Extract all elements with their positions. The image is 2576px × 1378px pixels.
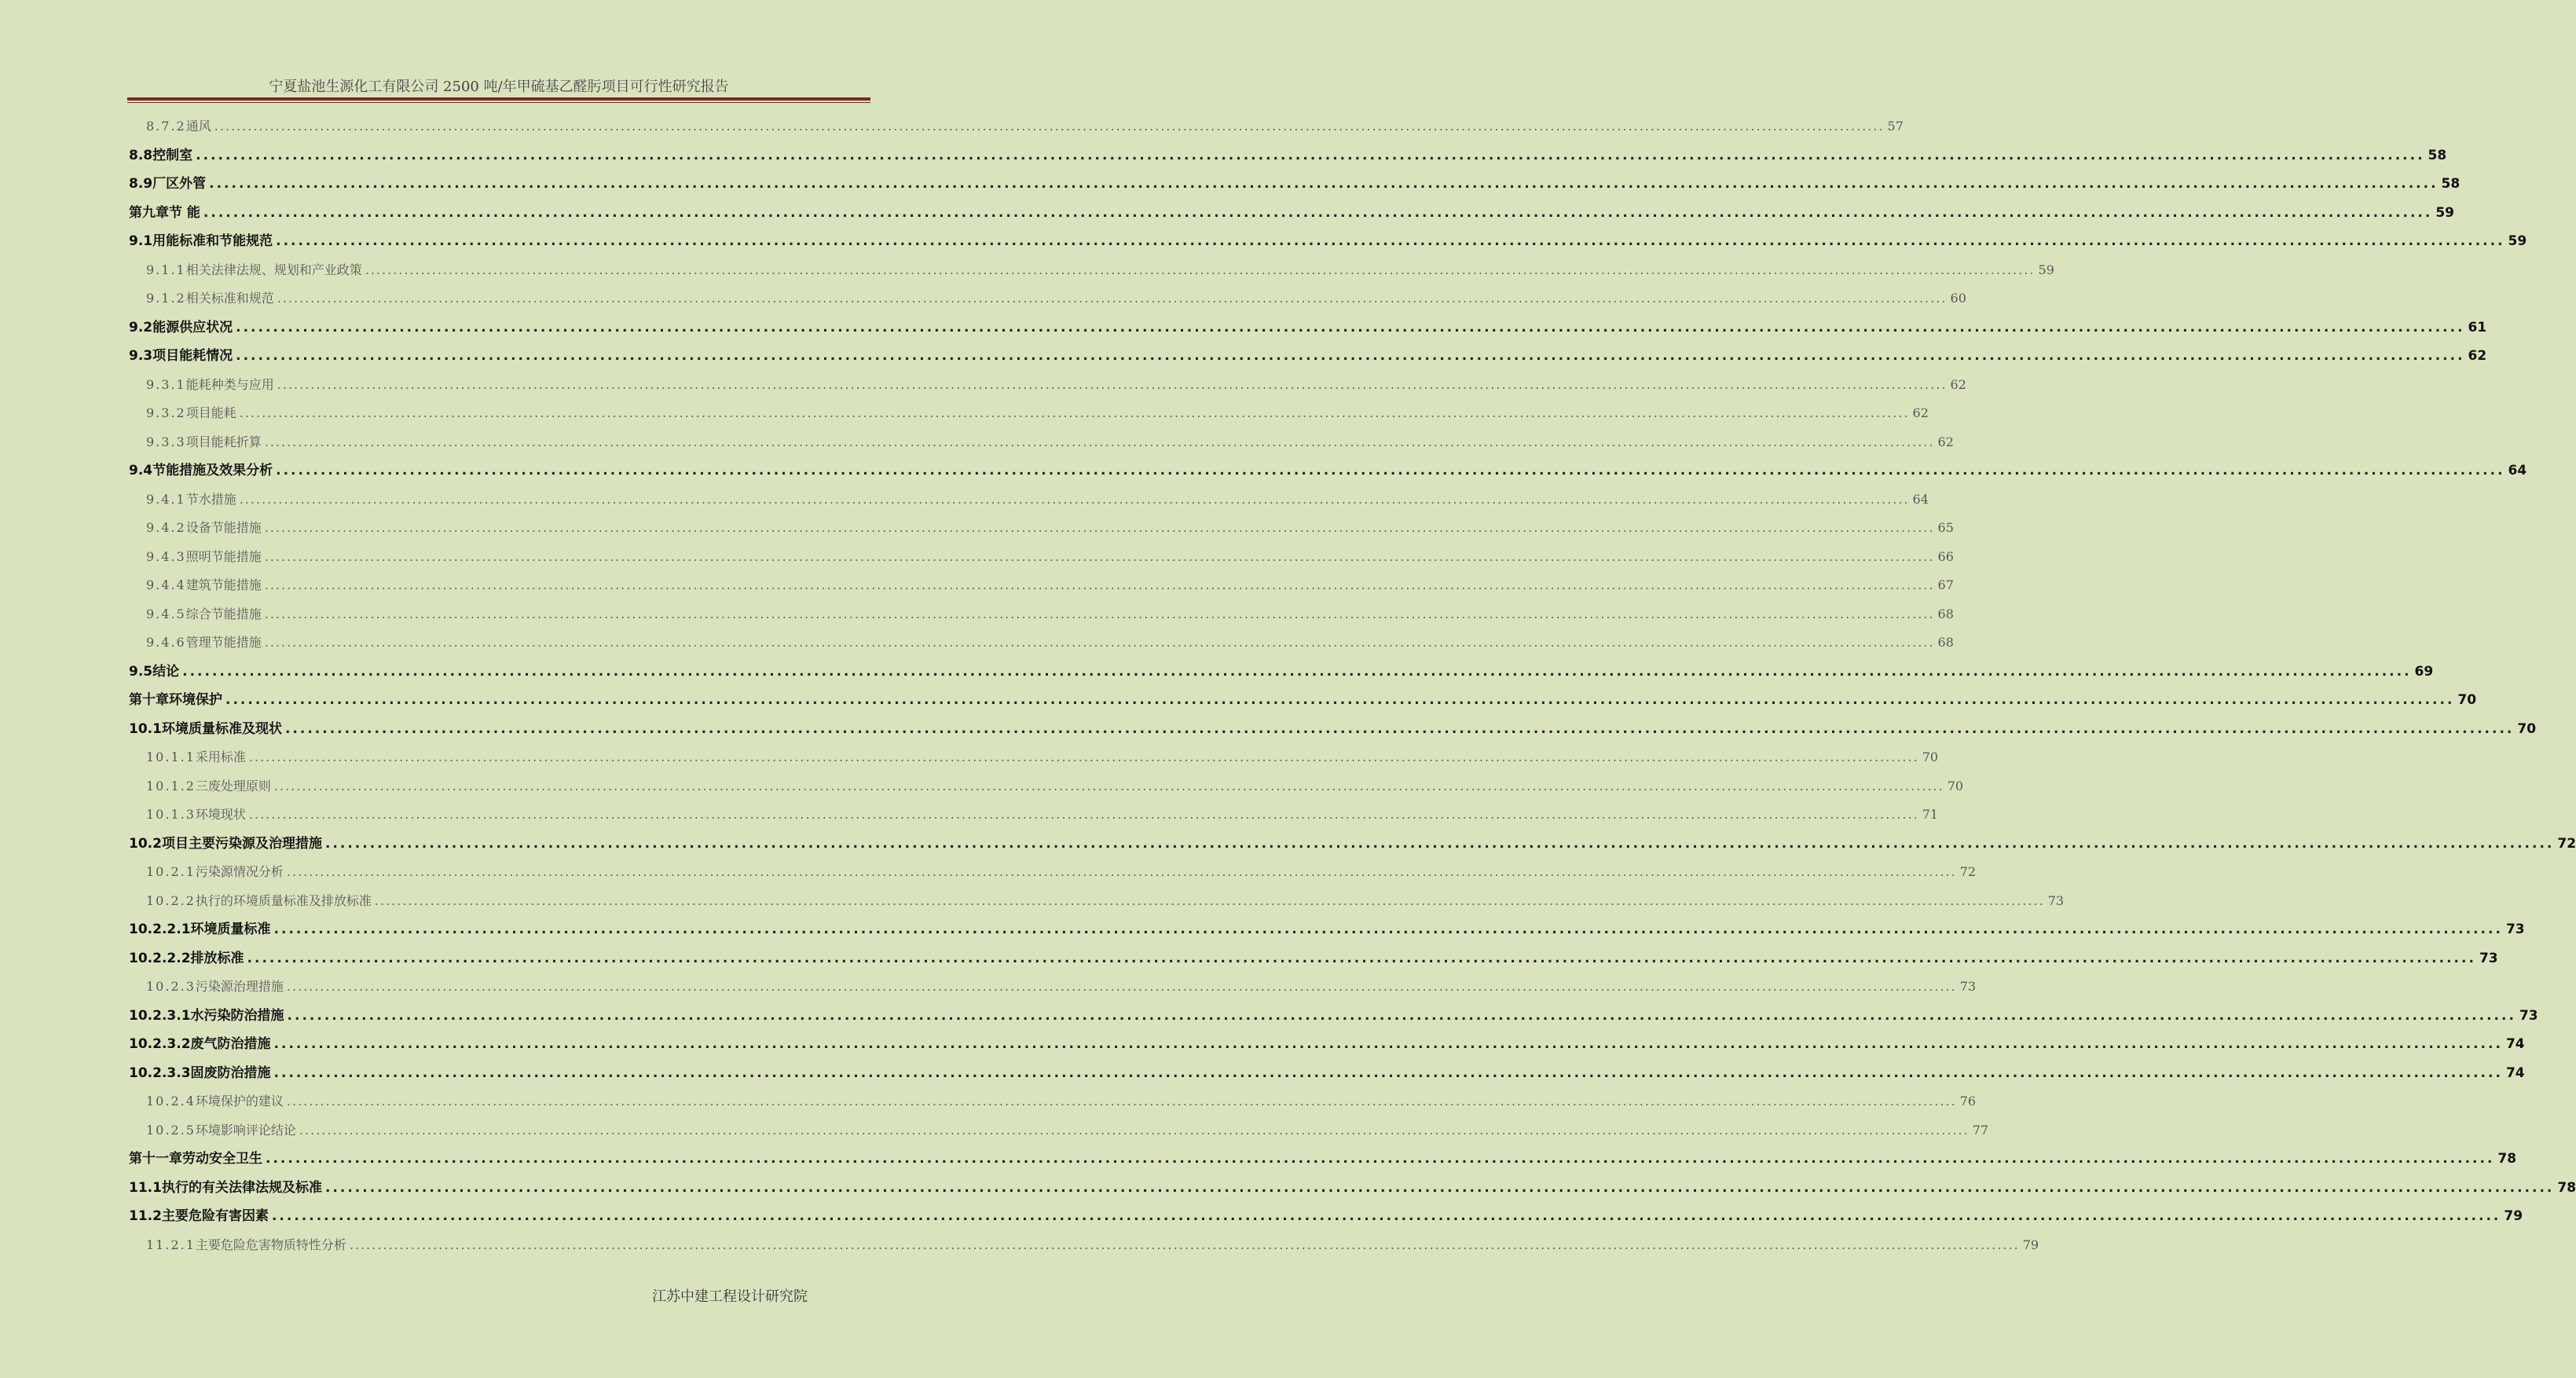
toc-entry-number: 10.2.2.1 (129, 922, 191, 937)
toc-dot-leader: ............................................................................................................................................................................................................................................................................................................ (276, 463, 2505, 478)
toc-dot-leader: ............................................................................................................................................................................................................................................................................................................ (271, 1208, 2501, 1224)
toc-entry-number: 8.9 (129, 176, 153, 192)
toc-dot-leader: ............................................................................................................................................................................................................................................................................................................ (209, 176, 2439, 192)
toc-dot-leader: ............................................................................................................................................................................................................................................................................................................ (273, 1065, 2503, 1081)
toc-dot-leader: ............................................................................................................................................................................................................................................................................................................ (277, 291, 1948, 306)
toc-entry-page: 66 (1937, 549, 1954, 564)
toc-dot-leader: ............................................................................................................................................................................................................................................................................................................ (248, 749, 1919, 764)
toc-entry-title: 环境质量标准 (190, 922, 271, 937)
toc-entry-page: 78 (2557, 1180, 2576, 1196)
toc-entry[interactable] (129, 948, 2498, 967)
toc-entry-title: 项目能耗 (185, 405, 236, 420)
toc-entry-number: 9.1.2 (146, 291, 186, 306)
toc-entry[interactable] (129, 1149, 2517, 1167)
toc-entry-number: 9.3.2 (146, 405, 186, 420)
header-rule-thick (127, 97, 870, 101)
toc-entry-page: 58 (2441, 176, 2461, 192)
toc-entry-number: 第十一章 (129, 1151, 182, 1167)
toc-entry-number: 9.4.5 (146, 607, 186, 621)
page-header-title: 宁夏盐池生源化工有限公司 2500 吨/年甲硫基乙醛肟项目可行性研究报告 (269, 79, 729, 95)
toc-entry-title: 节水措施 (185, 492, 236, 507)
toc-entry-page: 68 (1937, 607, 1954, 621)
toc-entry-title: 相关标准和规范 (185, 291, 274, 306)
toc-dot-leader: ............................................................................................................................................................................................................................................................................................................ (214, 119, 1885, 134)
toc-entry-number: 10.2 (129, 836, 162, 852)
toc-entry[interactable] (129, 1006, 2538, 1024)
toc-entry-page: 57 (1887, 119, 1904, 134)
toc-entry[interactable] (146, 260, 2054, 279)
toc-entry[interactable] (129, 317, 2487, 336)
toc-entry-title: 废气防治措施 (190, 1036, 271, 1052)
toc-entry-number: 11.1 (129, 1180, 162, 1196)
toc-entry[interactable] (146, 116, 1904, 135)
toc-entry-page: 73 (2505, 922, 2525, 937)
toc-entry[interactable] (146, 632, 1954, 651)
toc-entry-title: 厂区外管 (152, 176, 207, 192)
toc-entry-number: 9.4.4 (146, 577, 186, 592)
toc-dot-leader: ............................................................................................................................................................................................................................................................................................................ (264, 635, 1935, 650)
toc-dot-leader: ............................................................................................................................................................................................................................................................................................................ (284, 721, 2515, 737)
toc-entry-number: 10.2.2.2 (129, 951, 191, 966)
toc-entry-page: 67 (1937, 577, 1954, 592)
toc-entry-page: 71 (1922, 807, 1939, 822)
toc-entry-number: 10.1.3 (146, 807, 196, 822)
toc-entry-title: 固废防治措施 (190, 1065, 271, 1081)
toc-dot-leader: ............................................................................................................................................................................................................................................................................................................ (266, 1151, 2495, 1167)
toc-entry-number: 9.4 (129, 463, 153, 478)
toc-entry-number: 第九章 (129, 205, 169, 221)
toc-entry-number: 9.4.1 (146, 492, 186, 507)
toc-entry-page: 59 (2038, 262, 2054, 277)
toc-dot-leader: ............................................................................................................................................................................................................................................................................................................ (276, 233, 2505, 249)
toc-dot-leader: ............................................................................................................................................................................................................................................................................................................ (273, 922, 2503, 937)
toc-entry-title: 环境现状 (195, 807, 246, 822)
toc-entry-page: 70 (1947, 779, 1964, 793)
toc-entry-title: 污染源情况分析 (195, 864, 284, 879)
toc-entry-title: 设备节能措施 (185, 520, 262, 535)
toc-entry[interactable] (146, 977, 1977, 995)
toc-entry-number: 10.1.2 (146, 779, 196, 793)
toc-entry[interactable] (146, 575, 1954, 594)
toc-dot-leader: ............................................................................................................................................................................................................................................................................................................ (225, 692, 2455, 708)
toc-entry[interactable] (146, 518, 1954, 537)
toc-entry-title: 通风 (185, 119, 211, 134)
toc-dot-leader: ............................................................................................................................................................................................................................................................................................................ (248, 807, 1919, 822)
toc-entry-number: 9.1 (129, 233, 153, 249)
toc-dot-leader: ............................................................................................................................................................................................................................................................................................................ (273, 779, 1944, 793)
toc-dot-leader: ............................................................................................................................................................................................................................................................................................................ (264, 434, 1935, 449)
toc-entry[interactable] (129, 174, 2461, 192)
toc-entry-number: 10.2.1 (146, 864, 196, 879)
footer-organization: 江苏中建工程设计研究院 (652, 1288, 808, 1305)
toc-entry[interactable] (146, 403, 1929, 422)
toc-entry-number: 9.5 (129, 664, 153, 680)
toc-entry-title: 项目主要污染源及治理措施 (161, 836, 322, 852)
toc-dot-leader: ............................................................................................................................................................................................................................................................................................................ (264, 577, 1935, 592)
toc-entry-title: 环境保护的建议 (195, 1094, 284, 1109)
toc-entry-number: 9.3 (129, 348, 153, 364)
toc-entry-title: 主要危险有害因素 (161, 1208, 269, 1224)
toc-dot-leader: ............................................................................................................................................................................................................................................................................................................ (203, 205, 2433, 221)
toc-dot-leader: ............................................................................................................................................................................................................................................................................................................ (264, 520, 1935, 535)
toc-entry-title: 劳动安全卫生 (182, 1151, 262, 1167)
toc-entry-page: 65 (1937, 520, 1954, 535)
toc-entry-page: 58 (2428, 148, 2447, 163)
toc-entry-number: 10.2.5 (146, 1123, 196, 1138)
toc-dot-leader: ............................................................................................................................................................................................................................................................................................................ (247, 951, 2476, 966)
toc-entry[interactable] (129, 690, 2477, 709)
toc-dot-leader: ............................................................................................................................................................................................................................................................................................................ (236, 320, 2465, 335)
toc-entry[interactable] (146, 288, 1966, 307)
toc-entry-title: 控制室 (152, 148, 193, 163)
toc-entry[interactable] (146, 489, 1929, 508)
toc-dot-leader: ............................................................................................................................................................................................................................................................................................................ (287, 1008, 2516, 1024)
toc-entry-page: 72 (1959, 864, 1977, 879)
toc-entry-page: 64 (2508, 463, 2527, 478)
toc-entry-number: 10.2.4 (146, 1094, 196, 1109)
toc-entry-page: 70 (1922, 749, 1939, 764)
toc-dot-leader: ............................................................................................................................................................................................................................................................................................................ (277, 377, 1948, 392)
toc-dot-leader: ............................................................................................................................................................................................................................................................................................................ (239, 405, 1910, 420)
toc-entry[interactable] (129, 460, 2527, 479)
toc-entry-number: 8.8 (129, 148, 153, 163)
toc-dot-leader: ............................................................................................................................................................................................................................................................................................................ (273, 1036, 2503, 1052)
toc-entry-title: 项目能耗情况 (152, 348, 233, 364)
toc-entry-title: 排放标准 (190, 951, 244, 966)
toc-dot-leader: ............................................................................................................................................................................................................................................................................................................ (286, 864, 1957, 879)
toc-entry[interactable] (129, 145, 2447, 164)
toc-entry[interactable] (129, 1206, 2523, 1225)
toc-entry-title: 环境质量标准及现状 (161, 721, 282, 737)
toc-entry[interactable] (146, 375, 1966, 394)
toc-entry[interactable] (129, 346, 2487, 365)
toc-entry-page: 73 (2479, 951, 2498, 966)
toc-entry-page: 73 (2519, 1008, 2538, 1024)
toc-entry-page: 62 (1950, 377, 1966, 392)
toc-entry-page: 74 (2505, 1036, 2525, 1052)
toc-entry-title: 相关法律法规、规划和产业政策 (185, 262, 362, 277)
toc-dot-leader: ............................................................................................................................................................................................................................................................................................................ (196, 148, 2425, 163)
toc-entry-title: 建筑节能措施 (185, 577, 262, 592)
toc-entry-number: 10.2.3.1 (129, 1008, 191, 1024)
toc-entry-number: 9.3.1 (146, 377, 186, 392)
toc-entry-number: 9.1.1 (146, 262, 186, 277)
toc-entry-page: 72 (2557, 836, 2576, 852)
toc-entry-title: 水污染防治措施 (190, 1008, 284, 1024)
toc-entry-title: 能源供应状况 (152, 320, 233, 335)
toc-entry-title: 主要危险危害物质特性分析 (195, 1237, 346, 1252)
toc-entry[interactable] (129, 719, 2537, 738)
toc-entry-title: 照明节能措施 (185, 549, 262, 564)
toc-entry-number: 10.1.1 (146, 749, 196, 764)
toc-entry-number: 10.2.2 (146, 893, 196, 908)
toc-entry-number: 10.1 (129, 721, 162, 737)
toc-entry-number: 10.2.3.3 (129, 1065, 191, 1081)
toc-dot-leader: ............................................................................................................................................................................................................................................................................................................ (236, 348, 2465, 364)
toc-entry-page: 69 (2414, 664, 2434, 680)
toc-entry-page: 70 (2517, 721, 2537, 737)
toc-entry-title: 综合节能措施 (185, 607, 262, 621)
toc-entry-page: 62 (1937, 434, 1954, 449)
toc-dot-leader: ............................................................................................................................................................................................................................................................................................................ (324, 836, 2555, 852)
toc-entry[interactable] (129, 1034, 2525, 1053)
toc-entry[interactable] (129, 203, 2454, 222)
toc-entry-page: 79 (2504, 1208, 2523, 1224)
toc-entry-number: 11.2.1 (146, 1237, 196, 1252)
toc-entry[interactable] (146, 776, 1964, 795)
toc-entry-title: 三废处理原则 (195, 779, 271, 793)
toc-dot-leader: ............................................................................................................................................................................................................................................................................................................ (264, 549, 1935, 564)
toc-dot-leader: ............................................................................................................................................................................................................................................................................................................ (365, 262, 2036, 277)
toc-dot-leader: ............................................................................................................................................................................................................................................................................................................ (324, 1180, 2555, 1196)
toc-entry-page: 64 (1912, 492, 1929, 507)
toc-entry-title: 节 能 (169, 205, 200, 221)
toc-entry[interactable] (146, 604, 1954, 623)
toc-entry-title: 执行的环境质量标准及排放标准 (195, 893, 372, 908)
toc-entry-page: 62 (1912, 405, 1929, 420)
toc-entry[interactable] (129, 1063, 2525, 1082)
toc-entry-title: 用能标准和节能规范 (152, 233, 273, 249)
toc-dot-leader: ............................................................................................................................................................................................................................................................................................................ (286, 1094, 1957, 1109)
toc-entry-title: 环境保护 (169, 692, 222, 708)
toc-entry-page: 61 (2468, 320, 2487, 335)
toc-entry-page: 79 (2022, 1237, 2039, 1252)
toc-entry-page: 73 (2047, 893, 2065, 908)
toc-entry-page: 62 (2468, 348, 2487, 364)
toc-entry-number: 9.4.3 (146, 549, 186, 564)
toc-entry-title: 污染源治理措施 (195, 979, 284, 994)
toc-dot-leader: ............................................................................................................................................................................................................................................................................................................ (349, 1237, 2020, 1252)
toc-entry[interactable] (146, 891, 2065, 910)
toc-entry-page: 74 (2505, 1065, 2525, 1081)
toc-entry[interactable] (129, 919, 2525, 938)
toc-entry[interactable] (129, 1178, 2576, 1197)
toc-entry[interactable] (146, 747, 1939, 766)
toc-entry-number: 10.2.3.2 (129, 1036, 191, 1052)
toc-entry-title: 项目能耗折算 (185, 434, 262, 449)
toc-entry[interactable] (146, 1120, 1989, 1139)
toc-entry[interactable] (146, 1091, 1977, 1110)
toc-entry-page: 73 (1959, 979, 1977, 994)
toc-entry-number: 8.7.2 (146, 119, 186, 134)
toc-entry-title: 能耗种类与应用 (185, 377, 274, 392)
toc-entry-number: 9.2 (129, 320, 153, 335)
toc-entry-page: 60 (1950, 291, 1966, 306)
toc-entry-page: 70 (2457, 692, 2477, 708)
toc-entry[interactable] (146, 862, 1977, 881)
toc-entry-page: 78 (2497, 1151, 2517, 1167)
toc-dot-leader: ............................................................................................................................................................................................................................................................................................................ (264, 607, 1935, 621)
toc-dot-leader: ............................................................................................................................................................................................................................................................................................................ (182, 664, 2412, 680)
toc-entry-number: 9.4.2 (146, 520, 186, 535)
toc-dot-leader: ............................................................................................................................................................................................................................................................................................................ (374, 893, 2045, 908)
toc-entry-number: 第十章 (129, 692, 169, 708)
toc-entry-title: 管理节能措施 (185, 635, 262, 650)
toc-entry-page: 76 (1959, 1094, 1977, 1109)
toc-entry-number: 9.4.6 (146, 635, 186, 650)
toc-entry[interactable] (129, 231, 2527, 250)
toc-entry-number: 10.2.3 (146, 979, 196, 994)
toc-entry-title: 环境影响评论结论 (195, 1123, 296, 1138)
toc-dot-leader: ............................................................................................................................................................................................................................................................................................................ (299, 1123, 1970, 1138)
toc-entry[interactable] (129, 662, 2434, 680)
toc-entry-number: 11.2 (129, 1208, 162, 1224)
toc-entry[interactable] (129, 834, 2576, 852)
header-rule-thin (127, 102, 870, 103)
toc-entry-title: 采用标准 (195, 749, 246, 764)
toc-entry-page: 68 (1937, 635, 1954, 650)
toc-entry[interactable] (146, 804, 1939, 823)
toc-entry-title: 执行的有关法律法规及标准 (161, 1180, 322, 1196)
toc-dot-leader: ............................................................................................................................................................................................................................................................................................................ (239, 492, 1910, 507)
toc-entry[interactable] (146, 432, 1954, 451)
toc-entry[interactable] (146, 1235, 2039, 1254)
toc-entry-page: 59 (2508, 233, 2527, 249)
toc-entry-page: 59 (2435, 205, 2454, 221)
toc-entry-title: 节能措施及效果分析 (152, 463, 273, 478)
toc-dot-leader: ............................................................................................................................................................................................................................................................................................................ (286, 979, 1957, 994)
toc-entry[interactable] (146, 547, 1954, 566)
toc-entry-page: 77 (1972, 1123, 1989, 1138)
toc-entry-number: 9.3.3 (146, 434, 186, 449)
toc-entry-title: 结论 (152, 664, 180, 680)
